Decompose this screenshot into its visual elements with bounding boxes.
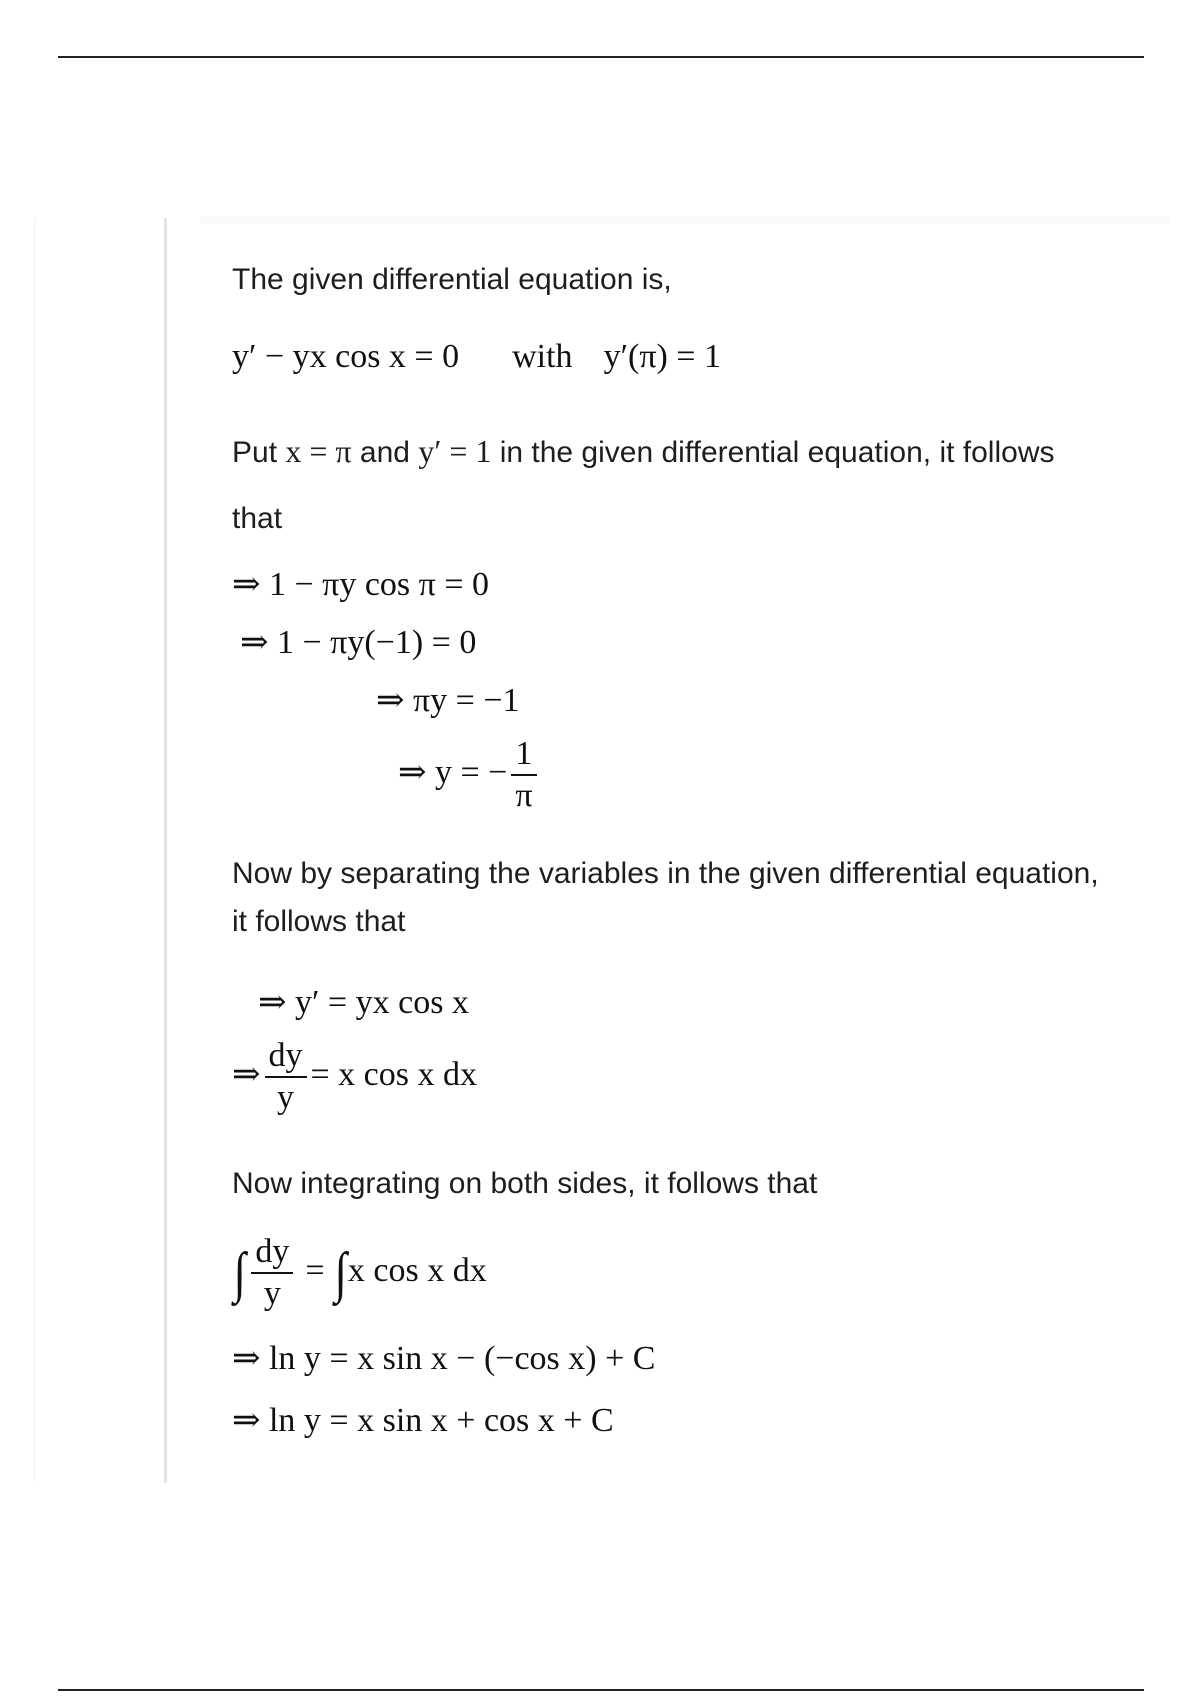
result-2: ⇒ ln y = x sin x + cos x + C (232, 1402, 614, 1439)
put-yprime: y′ = 1 (418, 433, 492, 469)
put-text-a: Put (232, 436, 286, 469)
integral-rhs: x cos x dx (347, 1251, 487, 1289)
integral-sign-left: ∫ (233, 1242, 246, 1304)
put-text (232, 418, 1112, 552)
step-1: ⇒ 1 − πy cos π = 0 (232, 566, 489, 603)
sep-arrow: ⇒ (232, 1055, 261, 1093)
equation-main: y′ − yx cos x = 0 (232, 338, 460, 375)
sep-step-2 (232, 1036, 477, 1118)
separating-text: Now by separating the variables in the given differential equation, it follows that (232, 857, 1099, 938)
integrand-denominator: y (251, 1272, 293, 1314)
initial-condition: y′(π) = 1 (603, 338, 721, 375)
put-text-b: and (351, 436, 419, 469)
y-denominator: y (265, 1076, 307, 1118)
step-2: ⇒ 1 − πy(−1) = 0 (240, 624, 477, 661)
dy-over-y-fraction (265, 1036, 307, 1118)
step-4-lhs: ⇒ y = − (398, 753, 508, 791)
integral-equals: = (305, 1251, 325, 1289)
integral-equation (232, 1232, 487, 1314)
integrand-numerator: dy (255, 1233, 290, 1270)
put-x: x = π (285, 433, 352, 469)
with-word: with (512, 338, 573, 375)
main-equation (232, 338, 721, 376)
step-4 (398, 734, 541, 816)
integrand-fraction (251, 1232, 293, 1314)
put-text-c: in the given differential equation, it follows that (232, 436, 1055, 535)
sep-rhs: = x cos x dx (310, 1055, 477, 1093)
step-3: ⇒ πy = −1 (376, 682, 520, 719)
fraction-numerator: 1 (515, 735, 533, 772)
integrating-text: Now integrating on both sides, it follows that (232, 1167, 818, 1200)
integral-sign-right: ∫ (334, 1242, 347, 1304)
result-1: ⇒ ln y = x sin x − (−cos x) + C (232, 1340, 656, 1377)
intro-text: The given differential equation is, (232, 263, 672, 296)
fraction-1-over-pi (511, 734, 536, 816)
bottom-rule (58, 1689, 1144, 1691)
fraction-denominator: π (511, 774, 536, 816)
sep-step-1: ⇒ y′ = yx cos x (258, 984, 469, 1021)
dy-numerator: dy (268, 1037, 303, 1074)
